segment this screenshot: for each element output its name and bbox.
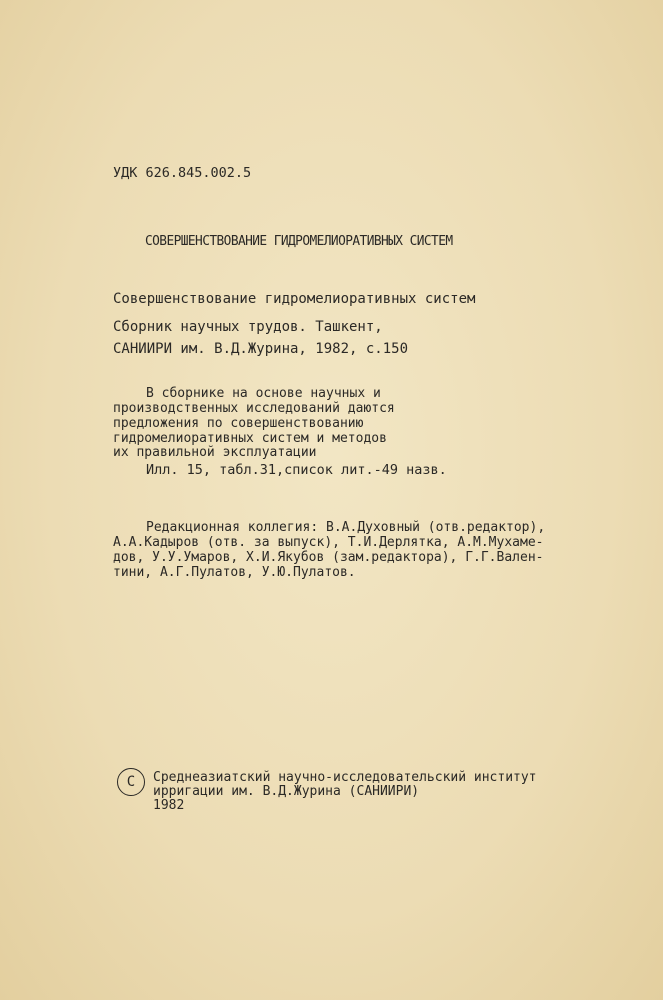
abstract-line: производственных исследований даются <box>113 401 395 416</box>
editorial-line: Редакционная коллегия: В.А.Духовный (отв.редактор), <box>146 520 546 535</box>
reference-publisher: САНИИРИ им. В.Д.Журина, 1982, с.150 <box>113 341 409 357</box>
editorial-line: тини, А.Г.Пулатов, У.Ю.Пулатов. <box>113 565 356 580</box>
abstract-line: гидромелиоративных систем и методов <box>113 431 387 446</box>
abstract-line: В сборнике на основе научных и <box>146 386 381 401</box>
abstract-line: предложения по совершенствованию <box>113 416 364 431</box>
abstract-stats: Илл. 15, табл.31,список лит.-49 назв. <box>146 462 447 478</box>
collection-heading: СОВЕРШЕНСТВОВАНИЕ ГИДРОМЕЛИОРАТИВНЫХ СИСТЕМ <box>145 233 453 249</box>
copyright-line: Среднеазиатский научно-исследовательский институт <box>153 770 537 785</box>
editorial-line: дов, У.У.Умаров, Х.И.Якубов (зам.редактора), Г.Г.Вален- <box>113 550 544 565</box>
copyright-icon: С <box>117 768 145 796</box>
copyright-line: ирригации им. В.Д.Журина (САНИИРИ) <box>153 784 420 799</box>
reference-title: Совершенствование гидромелиоративных систем <box>113 291 476 307</box>
udk-code: УДК 626.845.002.5 <box>113 165 252 181</box>
abstract-line: их правильной эксплуатации <box>113 445 317 460</box>
copyright-year: 1982 <box>153 798 185 813</box>
reference-publication: Сборник научных трудов. Ташкент, <box>113 319 383 335</box>
editorial-line: А.А.Кадыров (отв. за выпуск), Т.И.Дерлятка, А.М.Мухаме- <box>113 535 544 550</box>
